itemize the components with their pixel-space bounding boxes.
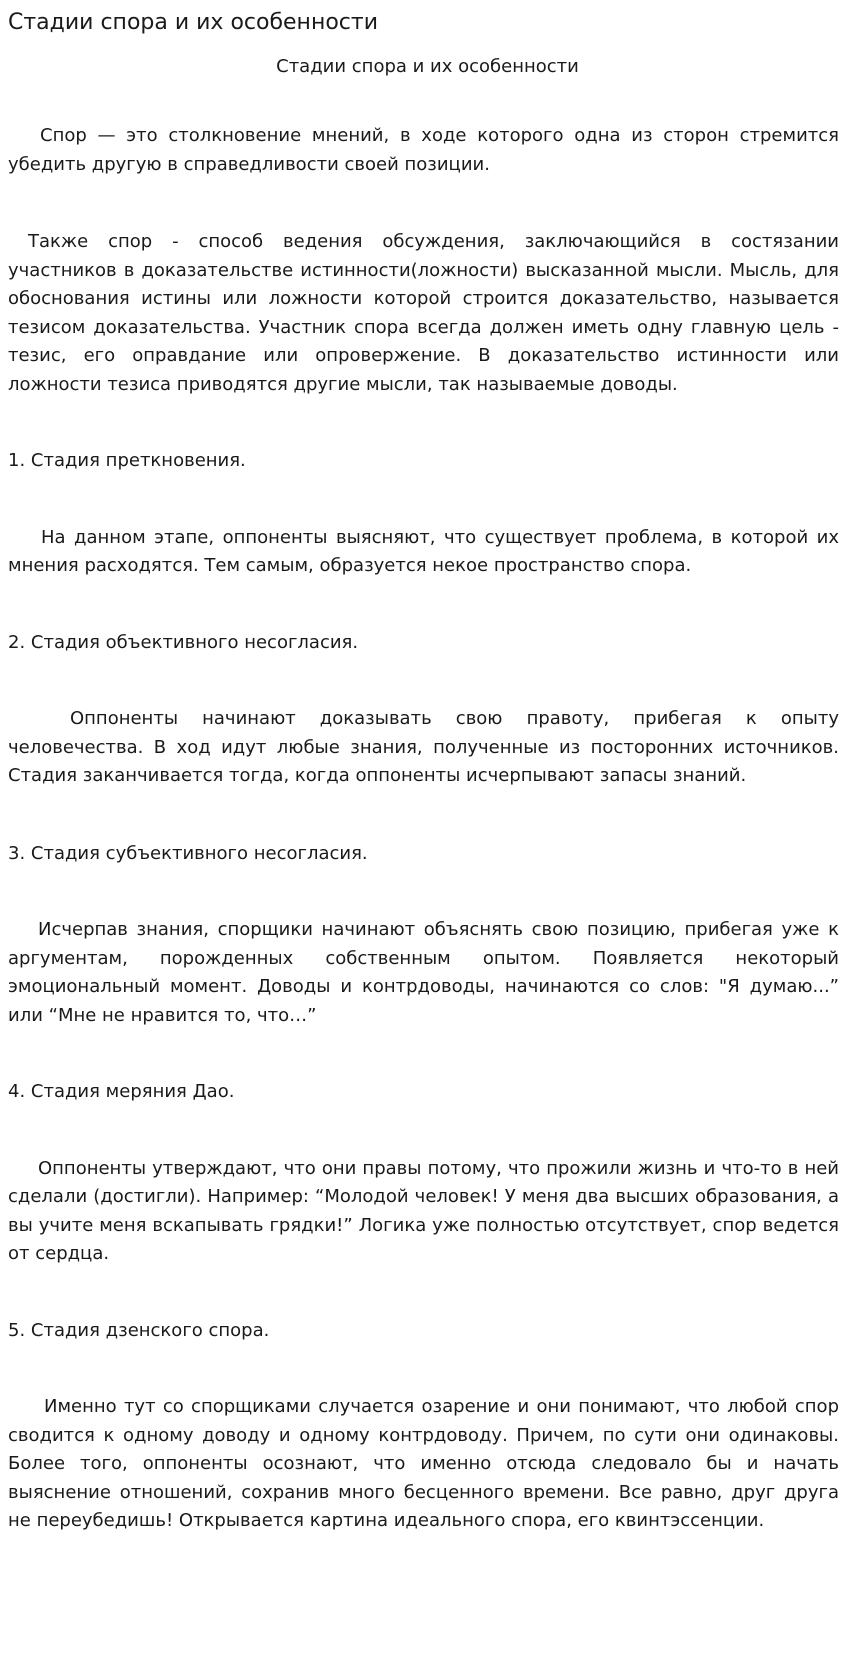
- stage-text-2: Оппоненты начинают доказывать свою правоту, прибегая к опыту человечества. В ход идут любые знания, полученные из посторонних источников. Стадия заканчивается тогда, когда оппоненты исчерпывают запасы знаний.: [8, 708, 839, 786]
- intro-paragraph-thesis: Также спор - способ ведения обсуждения, заключающийся в состязании участников в доказательстве истинности(ложности) высказанной мысли. Мысль, для обоснования истины или ложности которой строится доказательство, называется тезисом доказательства. Участник спора всегда должен иметь одну главную цель - тезис, его оправдание или опровержение. В доказательство истинности или ложности тезиса приводятся другие мысли, так называемые доводы.: [8, 231, 839, 395]
- stage-heading-2: 2. Стадия объективного несогласия.: [8, 631, 359, 653]
- stage-heading-4: 4. Стадия меряния Дао.: [8, 1081, 235, 1102]
- stage-text-3: Исчерпав знания, спорщики начинают объяснять свою позицию, прибегая уже к аргументам, порожденных собственным опытом. Появляется некоторый эмоциональный момент. Доводы и контрдоводы, начинаются со слов: "Я думаю...” или “Мне не нравится то, что…”: [8, 919, 839, 1026]
- document-page: [0, 10, 847, 1680]
- stage-heading-1: 1. Стадия преткновения.: [8, 450, 246, 471]
- intro-paragraph-definition: Спор — это столкновение мнений, в ходе которого одна из сторон стремится убедить другую в справедливости своей позиции.: [8, 125, 839, 175]
- document-body: [8, 122, 839, 1536]
- stage-heading-3: 3. Стадия субъективного несогласия.: [8, 842, 368, 864]
- stage-text-5: Именно тут со спорщиками случается озарение и они понимают, что любой спор сводится к одному доводу и одному контрдоводу. Причем, по сути они одинаковы. Более того, оппоненты осознают, что именно отсюда следовало бы и начать выяснение отношений, сохранив много бесценного времени. Все равно, друг друга не переубедишь! Открывается картина идеального спора, его квинтэссенции.: [8, 1396, 839, 1531]
- page-title: Стадии спора и их особенности: [8, 10, 378, 35]
- stage-text-1: На данном этапе, оппоненты выясняют, что существует проблема, в которой их мнения расходятся. Тем самым, образуется некое пространство спора.: [8, 526, 839, 576]
- document-subtitle: Стадии спора и их особенности: [276, 56, 579, 77]
- stage-text-4: Оппоненты утверждают, что они правы потому, что прожили жизнь и что-то в ней сделали (достигли). Например: “Молодой человек! У меня два высших образования, а вы учите меня вскапывать грядки!” Логика уже полностью отсутствует, спор ведется от сердца.: [8, 1157, 839, 1264]
- stage-heading-5: 5. Стадия дзенского спора.: [8, 1319, 270, 1341]
